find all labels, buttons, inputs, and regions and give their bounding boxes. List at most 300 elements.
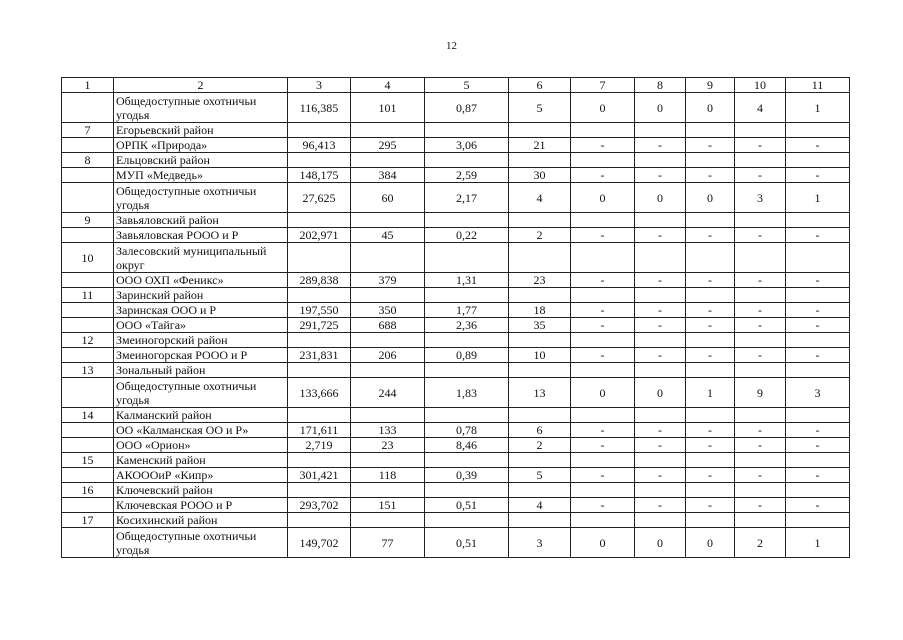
- value-cell: 0: [635, 183, 686, 213]
- value-cell: [509, 453, 571, 468]
- value-cell: 3: [735, 183, 786, 213]
- value-cell: 2: [509, 228, 571, 243]
- column-header: 7: [571, 78, 635, 93]
- value-cell: 0: [635, 528, 686, 558]
- value-cell: [686, 513, 735, 528]
- row-name-cell: Завьяловская РООО и Р: [114, 228, 288, 243]
- row-name-cell: ООО «Тайга»: [114, 318, 288, 333]
- value-cell: [635, 213, 686, 228]
- value-cell: [351, 483, 425, 498]
- value-cell: 8,46: [425, 438, 509, 453]
- value-cell: 384: [351, 168, 425, 183]
- value-cell: [288, 513, 351, 528]
- row-number-cell: 11: [62, 288, 114, 303]
- value-cell: [351, 363, 425, 378]
- value-cell: 0: [571, 378, 635, 408]
- table-row: [62, 183, 850, 213]
- value-cell: -: [735, 438, 786, 453]
- value-cell: [635, 243, 686, 273]
- table-row: [62, 438, 850, 453]
- column-header: 9: [686, 78, 735, 93]
- row-name-cell: МУП «Медведь»: [114, 168, 288, 183]
- value-cell: 1,83: [425, 378, 509, 408]
- table-row: [62, 138, 850, 153]
- value-cell: 0: [571, 528, 635, 558]
- row-name-cell: Ключевский район: [114, 483, 288, 498]
- value-cell: 350: [351, 303, 425, 318]
- value-cell: 60: [351, 183, 425, 213]
- value-cell: [635, 123, 686, 138]
- table-row: [62, 408, 850, 423]
- row-name-cell: Калманский район: [114, 408, 288, 423]
- value-cell: 6: [509, 423, 571, 438]
- value-cell: -: [635, 228, 686, 243]
- value-cell: [786, 333, 850, 348]
- value-cell: 18: [509, 303, 571, 318]
- value-cell: -: [735, 303, 786, 318]
- value-cell: [686, 453, 735, 468]
- row-number-cell: [62, 318, 114, 333]
- value-cell: [509, 513, 571, 528]
- value-cell: -: [571, 138, 635, 153]
- table-row: [62, 363, 850, 378]
- value-cell: [288, 153, 351, 168]
- row-number-cell: [62, 138, 114, 153]
- table-row: [62, 213, 850, 228]
- value-cell: -: [686, 468, 735, 483]
- value-cell: 0,51: [425, 498, 509, 513]
- row-name-cell: ООО ОХП «Феникс»: [114, 273, 288, 288]
- value-cell: 21: [509, 138, 571, 153]
- table-row: [62, 453, 850, 468]
- value-cell: [351, 408, 425, 423]
- value-cell: [571, 363, 635, 378]
- value-cell: 293,702: [288, 498, 351, 513]
- value-cell: -: [686, 228, 735, 243]
- value-cell: -: [571, 318, 635, 333]
- value-cell: 1,31: [425, 273, 509, 288]
- value-cell: [509, 408, 571, 423]
- value-cell: [425, 123, 509, 138]
- value-cell: -: [635, 498, 686, 513]
- row-number-cell: [62, 468, 114, 483]
- value-cell: 206: [351, 348, 425, 363]
- value-cell: 0: [686, 528, 735, 558]
- value-cell: 301,421: [288, 468, 351, 483]
- value-cell: 96,413: [288, 138, 351, 153]
- value-cell: 379: [351, 273, 425, 288]
- value-cell: -: [735, 318, 786, 333]
- value-cell: -: [635, 303, 686, 318]
- value-cell: 148,175: [288, 168, 351, 183]
- table-row: [62, 483, 850, 498]
- value-cell: 0,87: [425, 93, 509, 123]
- value-cell: [509, 123, 571, 138]
- table-row: [62, 153, 850, 168]
- value-cell: 0,78: [425, 423, 509, 438]
- row-number-cell: [62, 183, 114, 213]
- value-cell: [786, 483, 850, 498]
- value-cell: -: [786, 273, 850, 288]
- value-cell: [786, 243, 850, 273]
- value-cell: -: [686, 423, 735, 438]
- column-header: 6: [509, 78, 571, 93]
- value-cell: 1: [686, 378, 735, 408]
- value-cell: [635, 513, 686, 528]
- value-cell: [686, 213, 735, 228]
- table-row: [62, 378, 850, 408]
- value-cell: 295: [351, 138, 425, 153]
- value-cell: 2: [735, 528, 786, 558]
- value-cell: 149,702: [288, 528, 351, 558]
- value-cell: [635, 363, 686, 378]
- value-cell: -: [786, 318, 850, 333]
- value-cell: [571, 333, 635, 348]
- value-cell: 13: [509, 378, 571, 408]
- value-cell: [571, 453, 635, 468]
- value-cell: -: [686, 348, 735, 363]
- value-cell: -: [686, 273, 735, 288]
- value-cell: 1,77: [425, 303, 509, 318]
- value-cell: -: [735, 228, 786, 243]
- column-header: 4: [351, 78, 425, 93]
- value-cell: -: [635, 438, 686, 453]
- table-row: [62, 93, 850, 123]
- table-row: [62, 528, 850, 558]
- value-cell: 35: [509, 318, 571, 333]
- table-row: [62, 498, 850, 513]
- value-cell: 30: [509, 168, 571, 183]
- row-number-cell: [62, 423, 114, 438]
- row-name-cell: Егорьевский район: [114, 123, 288, 138]
- row-name-cell: Заринский район: [114, 288, 288, 303]
- value-cell: [509, 243, 571, 273]
- value-cell: [735, 123, 786, 138]
- row-name-cell: Ключевская РООО и Р: [114, 498, 288, 513]
- value-cell: -: [735, 468, 786, 483]
- table-row: [62, 303, 850, 318]
- value-cell: 291,725: [288, 318, 351, 333]
- value-cell: 101: [351, 93, 425, 123]
- value-cell: [735, 288, 786, 303]
- value-cell: -: [571, 303, 635, 318]
- row-number-cell: 10: [62, 243, 114, 273]
- value-cell: 27,625: [288, 183, 351, 213]
- value-cell: 2,36: [425, 318, 509, 333]
- value-cell: 202,971: [288, 228, 351, 243]
- value-cell: 10: [509, 348, 571, 363]
- value-cell: 133: [351, 423, 425, 438]
- row-number-cell: 13: [62, 363, 114, 378]
- value-cell: [786, 213, 850, 228]
- row-number-cell: [62, 348, 114, 363]
- value-cell: 0,51: [425, 528, 509, 558]
- value-cell: 23: [351, 438, 425, 453]
- value-cell: 0: [686, 93, 735, 123]
- value-cell: 1: [786, 93, 850, 123]
- value-cell: -: [635, 168, 686, 183]
- row-name-cell: Каменский район: [114, 453, 288, 468]
- value-cell: -: [786, 138, 850, 153]
- value-cell: [288, 408, 351, 423]
- value-cell: [509, 363, 571, 378]
- value-cell: [288, 483, 351, 498]
- value-cell: [351, 333, 425, 348]
- value-cell: [288, 288, 351, 303]
- value-cell: [288, 243, 351, 273]
- table-row: [62, 228, 850, 243]
- value-cell: -: [571, 423, 635, 438]
- value-cell: [686, 288, 735, 303]
- value-cell: [735, 243, 786, 273]
- value-cell: [425, 213, 509, 228]
- value-cell: [786, 513, 850, 528]
- row-number-cell: [62, 228, 114, 243]
- value-cell: [635, 408, 686, 423]
- row-number-cell: [62, 93, 114, 123]
- value-cell: -: [686, 318, 735, 333]
- table-row: [62, 123, 850, 138]
- value-cell: 116,385: [288, 93, 351, 123]
- row-name-cell: АКОООиР «Кипр»: [114, 468, 288, 483]
- row-number-cell: 7: [62, 123, 114, 138]
- value-cell: -: [571, 348, 635, 363]
- value-cell: -: [635, 468, 686, 483]
- row-name-cell: Общедоступные охотничьи угодья: [114, 93, 288, 123]
- value-cell: [735, 213, 786, 228]
- value-cell: 0,22: [425, 228, 509, 243]
- value-cell: -: [786, 303, 850, 318]
- value-cell: 3: [786, 378, 850, 408]
- value-cell: [425, 483, 509, 498]
- value-cell: [786, 123, 850, 138]
- row-name-cell: Заринская ООО и Р: [114, 303, 288, 318]
- value-cell: [571, 123, 635, 138]
- value-cell: -: [635, 423, 686, 438]
- value-cell: [288, 453, 351, 468]
- value-cell: [735, 408, 786, 423]
- value-cell: [635, 288, 686, 303]
- value-cell: [509, 288, 571, 303]
- page-number: 12: [446, 40, 457, 52]
- table-header-row: [62, 78, 850, 93]
- value-cell: -: [735, 498, 786, 513]
- value-cell: [351, 513, 425, 528]
- value-cell: 2: [509, 438, 571, 453]
- value-cell: [425, 243, 509, 273]
- row-name-cell: Завьяловский район: [114, 213, 288, 228]
- table-row: [62, 273, 850, 288]
- value-cell: 289,838: [288, 273, 351, 288]
- value-cell: 23: [509, 273, 571, 288]
- row-number-cell: [62, 168, 114, 183]
- column-header: 2: [114, 78, 288, 93]
- value-cell: -: [571, 168, 635, 183]
- value-cell: [571, 288, 635, 303]
- value-cell: -: [686, 303, 735, 318]
- value-cell: -: [635, 273, 686, 288]
- value-cell: [351, 153, 425, 168]
- value-cell: [288, 333, 351, 348]
- row-name-cell: Общедоступные охотничьи угодья: [114, 378, 288, 408]
- row-name-cell: Зональный район: [114, 363, 288, 378]
- value-cell: [686, 123, 735, 138]
- value-cell: [425, 288, 509, 303]
- value-cell: [735, 333, 786, 348]
- row-number-cell: [62, 498, 114, 513]
- row-name-cell: Косихинский район: [114, 513, 288, 528]
- value-cell: [571, 513, 635, 528]
- value-cell: -: [735, 168, 786, 183]
- value-cell: -: [735, 138, 786, 153]
- value-cell: 0: [686, 183, 735, 213]
- value-cell: 231,831: [288, 348, 351, 363]
- value-cell: -: [571, 273, 635, 288]
- value-cell: -: [571, 498, 635, 513]
- value-cell: [635, 453, 686, 468]
- value-cell: [686, 153, 735, 168]
- value-cell: [351, 213, 425, 228]
- value-cell: [425, 153, 509, 168]
- row-number-cell: 9: [62, 213, 114, 228]
- value-cell: [351, 123, 425, 138]
- value-cell: -: [735, 348, 786, 363]
- value-cell: 4: [509, 183, 571, 213]
- value-cell: [786, 453, 850, 468]
- value-cell: [735, 513, 786, 528]
- value-cell: 2,17: [425, 183, 509, 213]
- value-cell: -: [571, 228, 635, 243]
- row-name-cell: ООО «Орион»: [114, 438, 288, 453]
- value-cell: -: [786, 423, 850, 438]
- row-number-cell: [62, 528, 114, 558]
- value-cell: [425, 333, 509, 348]
- value-cell: 1: [786, 528, 850, 558]
- value-cell: [288, 363, 351, 378]
- table-row: [62, 513, 850, 528]
- row-number-cell: 16: [62, 483, 114, 498]
- value-cell: 133,666: [288, 378, 351, 408]
- row-name-cell: Общедоступные охотничьи угодья: [114, 183, 288, 213]
- table-row: [62, 468, 850, 483]
- value-cell: 0,39: [425, 468, 509, 483]
- value-cell: 0: [635, 378, 686, 408]
- value-cell: [509, 333, 571, 348]
- value-cell: 0,89: [425, 348, 509, 363]
- value-cell: [288, 123, 351, 138]
- value-cell: -: [735, 273, 786, 288]
- row-name-cell: ОРПК «Природа»: [114, 138, 288, 153]
- row-number-cell: [62, 303, 114, 318]
- value-cell: 1: [786, 183, 850, 213]
- value-cell: 3,06: [425, 138, 509, 153]
- value-cell: 4: [509, 498, 571, 513]
- data-table: [61, 77, 850, 558]
- row-number-cell: [62, 378, 114, 408]
- value-cell: 0: [635, 93, 686, 123]
- row-name-cell: Ельцовский район: [114, 153, 288, 168]
- value-cell: [571, 153, 635, 168]
- value-cell: [735, 363, 786, 378]
- table-body: [62, 78, 850, 558]
- column-header: 1: [62, 78, 114, 93]
- value-cell: [786, 408, 850, 423]
- table-row: [62, 168, 850, 183]
- value-cell: [571, 243, 635, 273]
- value-cell: 688: [351, 318, 425, 333]
- value-cell: -: [686, 438, 735, 453]
- value-cell: 0: [571, 93, 635, 123]
- value-cell: -: [571, 438, 635, 453]
- value-cell: [571, 408, 635, 423]
- value-cell: [635, 153, 686, 168]
- row-name-cell: Залесовский муниципальный округ: [114, 243, 288, 273]
- value-cell: 5: [509, 468, 571, 483]
- value-cell: [686, 408, 735, 423]
- value-cell: 9: [735, 378, 786, 408]
- value-cell: [635, 483, 686, 498]
- value-cell: -: [686, 498, 735, 513]
- value-cell: [686, 243, 735, 273]
- value-cell: 151: [351, 498, 425, 513]
- column-header: 8: [635, 78, 686, 93]
- column-header: 11: [786, 78, 850, 93]
- value-cell: [509, 153, 571, 168]
- value-cell: 4: [735, 93, 786, 123]
- column-header: 5: [425, 78, 509, 93]
- value-cell: [635, 333, 686, 348]
- value-cell: [425, 363, 509, 378]
- value-cell: 2,59: [425, 168, 509, 183]
- value-cell: [686, 363, 735, 378]
- column-header: 10: [735, 78, 786, 93]
- value-cell: [735, 153, 786, 168]
- value-cell: -: [635, 318, 686, 333]
- value-cell: 197,550: [288, 303, 351, 318]
- value-cell: -: [635, 348, 686, 363]
- value-cell: -: [686, 138, 735, 153]
- value-cell: [351, 288, 425, 303]
- table-row: [62, 318, 850, 333]
- value-cell: [425, 408, 509, 423]
- value-cell: -: [786, 438, 850, 453]
- row-name-cell: Змеиногорская РООО и Р: [114, 348, 288, 363]
- value-cell: -: [786, 468, 850, 483]
- row-number-cell: 17: [62, 513, 114, 528]
- value-cell: -: [786, 168, 850, 183]
- value-cell: 45: [351, 228, 425, 243]
- value-cell: [735, 483, 786, 498]
- table-row: [62, 423, 850, 438]
- row-number-cell: 14: [62, 408, 114, 423]
- value-cell: [686, 483, 735, 498]
- value-cell: -: [786, 348, 850, 363]
- row-name-cell: Змеиногорский район: [114, 333, 288, 348]
- value-cell: 2,719: [288, 438, 351, 453]
- row-number-cell: 8: [62, 153, 114, 168]
- value-cell: 5: [509, 93, 571, 123]
- value-cell: [786, 363, 850, 378]
- value-cell: -: [686, 168, 735, 183]
- value-cell: [786, 288, 850, 303]
- value-cell: 77: [351, 528, 425, 558]
- row-name-cell: ОО «Калманская ОО и Р»: [114, 423, 288, 438]
- value-cell: 244: [351, 378, 425, 408]
- value-cell: [571, 213, 635, 228]
- value-cell: [735, 453, 786, 468]
- value-cell: 118: [351, 468, 425, 483]
- value-cell: 0: [571, 183, 635, 213]
